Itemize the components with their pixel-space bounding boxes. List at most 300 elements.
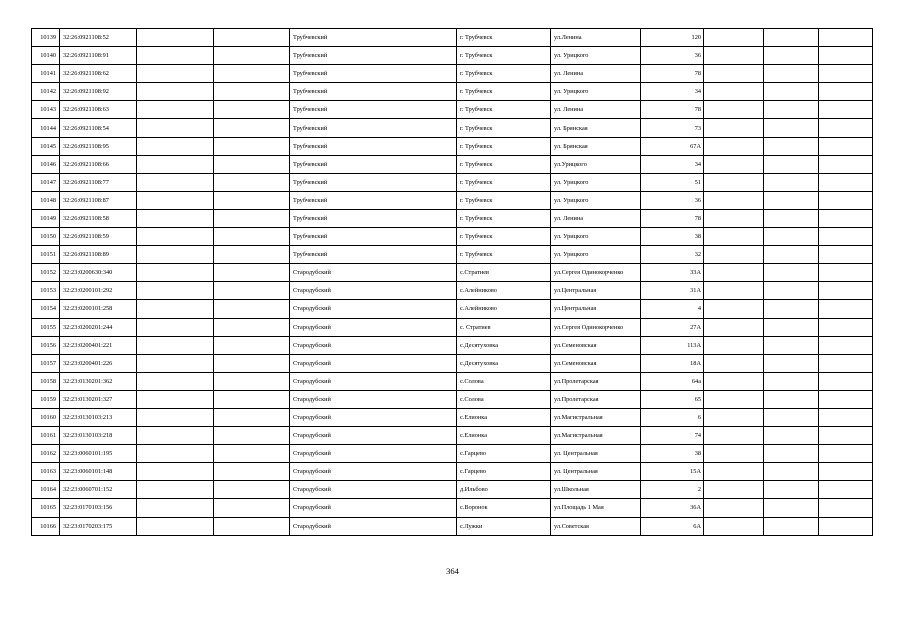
- empty-cell: [137, 517, 214, 535]
- cadastral-number-cell: 32:23:0130201:327: [60, 390, 137, 408]
- district-cell: Стародубский: [290, 499, 457, 517]
- locality-cell: с.Елионка: [457, 408, 551, 426]
- empty-cell: [704, 246, 764, 264]
- district-cell: Стародубский: [290, 517, 457, 535]
- empty-cell: [819, 246, 873, 264]
- empty-cell: [764, 209, 819, 227]
- locality-cell: г. Трубчевск: [457, 191, 551, 209]
- empty-cell: [214, 499, 290, 517]
- empty-cell: [137, 408, 214, 426]
- empty-cell: [704, 209, 764, 227]
- house-number-cell: 34: [641, 155, 704, 173]
- empty-cell: [137, 445, 214, 463]
- district-cell: Трубчевский: [290, 101, 457, 119]
- table-row: [32, 137, 873, 155]
- street-cell: ул.Сергея Одинокорченко: [551, 318, 641, 336]
- cadastral-number-cell: 32:23:0170103:156: [60, 499, 137, 517]
- street-cell: ул. Ленина: [551, 65, 641, 83]
- empty-cell: [137, 47, 214, 65]
- table-row: [32, 191, 873, 209]
- house-number-cell: 6: [641, 408, 704, 426]
- locality-cell: г. Трубчевск: [457, 173, 551, 191]
- empty-cell: [819, 119, 873, 137]
- district-cell: Трубчевский: [290, 65, 457, 83]
- empty-cell: [137, 246, 214, 264]
- house-number-cell: 27А: [641, 318, 704, 336]
- district-cell: Стародубский: [290, 300, 457, 318]
- row-number-cell: 10146: [32, 155, 60, 173]
- empty-cell: [137, 191, 214, 209]
- house-number-cell: 67А: [641, 137, 704, 155]
- locality-cell: с.Гарцево: [457, 463, 551, 481]
- locality-cell: д.Ильбово: [457, 481, 551, 499]
- empty-cell: [819, 65, 873, 83]
- row-number-cell: 10161: [32, 427, 60, 445]
- house-number-cell: 120: [641, 29, 704, 47]
- row-number-cell: 10152: [32, 264, 60, 282]
- district-cell: Стародубский: [290, 390, 457, 408]
- empty-cell: [214, 209, 290, 227]
- district-cell: Трубчевский: [290, 246, 457, 264]
- row-number-cell: 10154: [32, 300, 60, 318]
- locality-cell: с. Стратиев: [457, 318, 551, 336]
- cadastral-number-cell: 32:26:0921108:58: [60, 209, 137, 227]
- house-number-cell: 113А: [641, 336, 704, 354]
- empty-cell: [764, 354, 819, 372]
- street-cell: ул. Брянская: [551, 119, 641, 137]
- row-number-cell: 10144: [32, 119, 60, 137]
- locality-cell: г. Трубчевск: [457, 137, 551, 155]
- empty-cell: [704, 390, 764, 408]
- empty-cell: [137, 119, 214, 137]
- cadastral-number-cell: 32:23:0130103:213: [60, 408, 137, 426]
- empty-cell: [764, 101, 819, 119]
- table-row: [32, 282, 873, 300]
- district-cell: Стародубский: [290, 408, 457, 426]
- locality-cell: г. Трубчевск: [457, 228, 551, 246]
- table-row: [32, 354, 873, 372]
- street-cell: ул. Центральная: [551, 445, 641, 463]
- locality-cell: с.Елионка: [457, 427, 551, 445]
- empty-cell: [137, 300, 214, 318]
- house-number-cell: 64а: [641, 372, 704, 390]
- locality-cell: г. Трубчевск: [457, 65, 551, 83]
- cadastral-number-cell: 32:26:0921108:63: [60, 101, 137, 119]
- district-cell: Трубчевский: [290, 83, 457, 101]
- row-number-cell: 10158: [32, 372, 60, 390]
- street-cell: ул. Брянская: [551, 137, 641, 155]
- house-number-cell: 31А: [641, 282, 704, 300]
- row-number-cell: 10139: [32, 29, 60, 47]
- cadastral-number-cell: 32:23:0130201:362: [60, 372, 137, 390]
- cadastral-number-cell: 32:23:0060701:152: [60, 481, 137, 499]
- empty-cell: [137, 65, 214, 83]
- empty-cell: [214, 517, 290, 535]
- empty-cell: [764, 372, 819, 390]
- empty-cell: [137, 354, 214, 372]
- table-row: [32, 83, 873, 101]
- empty-cell: [137, 228, 214, 246]
- empty-cell: [704, 83, 764, 101]
- empty-cell: [704, 119, 764, 137]
- locality-cell: г. Трубчевск: [457, 119, 551, 137]
- table-row: [32, 101, 873, 119]
- district-cell: Стародубский: [290, 481, 457, 499]
- locality-cell: г. Трубчевск: [457, 83, 551, 101]
- empty-cell: [819, 318, 873, 336]
- empty-cell: [214, 119, 290, 137]
- empty-cell: [764, 427, 819, 445]
- cadastral-number-cell: 32:23:0060101:148: [60, 463, 137, 481]
- district-cell: Трубчевский: [290, 119, 457, 137]
- locality-cell: с.Солова: [457, 390, 551, 408]
- table-row: [32, 463, 873, 481]
- cadastral-number-cell: 32:26:0921108:95: [60, 137, 137, 155]
- street-cell: ул.Магистральная: [551, 427, 641, 445]
- empty-cell: [137, 282, 214, 300]
- table-body: [32, 29, 873, 536]
- empty-cell: [214, 137, 290, 155]
- empty-cell: [704, 427, 764, 445]
- locality-cell: г. Трубчевск: [457, 29, 551, 47]
- empty-cell: [819, 336, 873, 354]
- empty-cell: [764, 228, 819, 246]
- empty-cell: [764, 119, 819, 137]
- empty-cell: [704, 101, 764, 119]
- house-number-cell: 4: [641, 300, 704, 318]
- empty-cell: [214, 463, 290, 481]
- cadastral-number-cell: 32:26:0921108:77: [60, 173, 137, 191]
- street-cell: ул.Площадь 1 Мая: [551, 499, 641, 517]
- row-number-cell: 10141: [32, 65, 60, 83]
- street-cell: ул.Семеновская: [551, 336, 641, 354]
- empty-cell: [214, 445, 290, 463]
- cadastral-number-cell: 32:26:0921108:59: [60, 228, 137, 246]
- empty-cell: [214, 65, 290, 83]
- empty-cell: [764, 83, 819, 101]
- district-cell: Стародубский: [290, 372, 457, 390]
- empty-cell: [764, 517, 819, 535]
- empty-cell: [764, 191, 819, 209]
- empty-cell: [764, 282, 819, 300]
- street-cell: ул.Семеновская: [551, 354, 641, 372]
- empty-cell: [764, 246, 819, 264]
- table-row: [32, 300, 873, 318]
- cadastral-number-cell: 32:26:0921108:89: [60, 246, 137, 264]
- empty-cell: [819, 354, 873, 372]
- district-cell: Трубчевский: [290, 47, 457, 65]
- row-number-cell: 10142: [32, 83, 60, 101]
- empty-cell: [214, 246, 290, 264]
- row-number-cell: 10140: [32, 47, 60, 65]
- street-cell: ул.Магистральная: [551, 408, 641, 426]
- district-cell: Стародубский: [290, 318, 457, 336]
- house-number-cell: 36: [641, 47, 704, 65]
- district-cell: Трубчевский: [290, 209, 457, 227]
- empty-cell: [214, 191, 290, 209]
- row-number-cell: 10149: [32, 209, 60, 227]
- street-cell: ул. Урицкого: [551, 47, 641, 65]
- empty-cell: [764, 137, 819, 155]
- empty-cell: [764, 29, 819, 47]
- house-number-cell: 78: [641, 65, 704, 83]
- empty-cell: [819, 300, 873, 318]
- row-number-cell: 10153: [32, 282, 60, 300]
- empty-cell: [137, 101, 214, 119]
- cadastral-number-cell: 32:26:0921108:62: [60, 65, 137, 83]
- empty-cell: [764, 481, 819, 499]
- table-row: [32, 481, 873, 499]
- street-cell: ул. Урицкого: [551, 228, 641, 246]
- empty-cell: [704, 372, 764, 390]
- empty-cell: [704, 463, 764, 481]
- empty-cell: [704, 65, 764, 83]
- cadastral-number-cell: 32:23:0130103:218: [60, 427, 137, 445]
- table-row: [32, 155, 873, 173]
- empty-cell: [764, 463, 819, 481]
- empty-cell: [819, 137, 873, 155]
- cadastral-number-cell: 32:23:0200201:244: [60, 318, 137, 336]
- table-row: [32, 29, 873, 47]
- empty-cell: [704, 137, 764, 155]
- house-number-cell: 65: [641, 390, 704, 408]
- district-cell: Стародубский: [290, 463, 457, 481]
- street-cell: ул. Урицкого: [551, 83, 641, 101]
- cadastral-number-cell: 32:26:0921108:66: [60, 155, 137, 173]
- table-row: [32, 408, 873, 426]
- district-cell: Стародубский: [290, 354, 457, 372]
- row-number-cell: 10151: [32, 246, 60, 264]
- page-number: 364: [446, 566, 459, 576]
- empty-cell: [764, 47, 819, 65]
- row-number-cell: 10164: [32, 481, 60, 499]
- street-cell: ул.Советская: [551, 517, 641, 535]
- empty-cell: [214, 390, 290, 408]
- empty-cell: [214, 173, 290, 191]
- empty-cell: [137, 264, 214, 282]
- empty-cell: [764, 336, 819, 354]
- empty-cell: [819, 47, 873, 65]
- row-number-cell: 10165: [32, 499, 60, 517]
- table-row: [32, 173, 873, 191]
- empty-cell: [819, 209, 873, 227]
- empty-cell: [704, 29, 764, 47]
- empty-cell: [704, 336, 764, 354]
- empty-cell: [214, 264, 290, 282]
- house-number-cell: 74: [641, 427, 704, 445]
- empty-cell: [819, 372, 873, 390]
- empty-cell: [137, 137, 214, 155]
- table-row: [32, 499, 873, 517]
- house-number-cell: 2: [641, 481, 704, 499]
- table-row: [32, 517, 873, 535]
- empty-cell: [704, 300, 764, 318]
- empty-cell: [819, 499, 873, 517]
- cadastral-number-cell: 32:23:0200101:292: [60, 282, 137, 300]
- empty-cell: [819, 101, 873, 119]
- street-cell: ул.Пролетарская: [551, 390, 641, 408]
- table-row: [32, 372, 873, 390]
- cadastral-number-cell: 32:26:0921108:91: [60, 47, 137, 65]
- cadastral-number-cell: 32:26:0921108:87: [60, 191, 137, 209]
- empty-cell: [137, 209, 214, 227]
- row-number-cell: 10143: [32, 101, 60, 119]
- cadastral-number-cell: 32:26:0921108:52: [60, 29, 137, 47]
- row-number-cell: 10160: [32, 408, 60, 426]
- empty-cell: [137, 427, 214, 445]
- empty-cell: [214, 354, 290, 372]
- locality-cell: с.Алейниково: [457, 300, 551, 318]
- row-number-cell: 10156: [32, 336, 60, 354]
- empty-cell: [819, 191, 873, 209]
- empty-cell: [704, 445, 764, 463]
- district-cell: Стародубский: [290, 282, 457, 300]
- empty-cell: [819, 173, 873, 191]
- empty-cell: [137, 318, 214, 336]
- table-row: [32, 47, 873, 65]
- empty-cell: [214, 300, 290, 318]
- empty-cell: [704, 191, 764, 209]
- house-number-cell: 36А: [641, 499, 704, 517]
- table-row: [32, 119, 873, 137]
- locality-cell: г. Трубчевск: [457, 101, 551, 119]
- cadastral-number-cell: 32:26:0921108:54: [60, 119, 137, 137]
- row-number-cell: 10166: [32, 517, 60, 535]
- house-number-cell: 73: [641, 119, 704, 137]
- empty-cell: [764, 445, 819, 463]
- street-cell: ул. Урицкого: [551, 173, 641, 191]
- empty-cell: [764, 155, 819, 173]
- house-number-cell: 6А: [641, 517, 704, 535]
- empty-cell: [819, 517, 873, 535]
- empty-cell: [214, 47, 290, 65]
- locality-cell: г. Трубчевск: [457, 47, 551, 65]
- empty-cell: [819, 427, 873, 445]
- empty-cell: [214, 408, 290, 426]
- row-number-cell: 10145: [32, 137, 60, 155]
- empty-cell: [214, 481, 290, 499]
- empty-cell: [704, 47, 764, 65]
- row-number-cell: 10148: [32, 191, 60, 209]
- house-number-cell: 36: [641, 191, 704, 209]
- empty-cell: [214, 29, 290, 47]
- empty-cell: [214, 318, 290, 336]
- house-number-cell: 15А: [641, 463, 704, 481]
- street-cell: ул. Урицкого: [551, 246, 641, 264]
- empty-cell: [764, 318, 819, 336]
- row-number-cell: 10147: [32, 173, 60, 191]
- empty-cell: [704, 354, 764, 372]
- empty-cell: [819, 264, 873, 282]
- empty-cell: [137, 372, 214, 390]
- locality-cell: с.Гарцево: [457, 445, 551, 463]
- empty-cell: [214, 282, 290, 300]
- empty-cell: [704, 499, 764, 517]
- empty-cell: [214, 83, 290, 101]
- cadastral-number-cell: 32:23:0170203:175: [60, 517, 137, 535]
- cadastral-number-cell: 32:23:0200630:340: [60, 264, 137, 282]
- empty-cell: [764, 499, 819, 517]
- street-cell: ул.Урицкого: [551, 155, 641, 173]
- table-row: [32, 336, 873, 354]
- district-cell: Трубчевский: [290, 137, 457, 155]
- table-row: [32, 264, 873, 282]
- empty-cell: [214, 155, 290, 173]
- cadastral-number-cell: 32:23:0200401:226: [60, 354, 137, 372]
- district-cell: Трубчевский: [290, 29, 457, 47]
- house-number-cell: 38: [641, 228, 704, 246]
- district-cell: Стародубский: [290, 336, 457, 354]
- empty-cell: [764, 65, 819, 83]
- empty-cell: [819, 155, 873, 173]
- empty-cell: [137, 481, 214, 499]
- locality-cell: с.Стратиев: [457, 264, 551, 282]
- empty-cell: [704, 155, 764, 173]
- street-cell: ул.Пролетарская: [551, 372, 641, 390]
- locality-cell: г. Трубчевск: [457, 155, 551, 173]
- empty-cell: [704, 264, 764, 282]
- district-cell: Стародубский: [290, 427, 457, 445]
- locality-cell: с.Десятуховка: [457, 354, 551, 372]
- street-cell: ул. Центральная: [551, 463, 641, 481]
- locality-cell: с.Лужки: [457, 517, 551, 535]
- empty-cell: [214, 372, 290, 390]
- street-cell: ул.Центральная: [551, 282, 641, 300]
- street-cell: ул.Ленина: [551, 29, 641, 47]
- street-cell: ул. Урицкого: [551, 191, 641, 209]
- empty-cell: [819, 390, 873, 408]
- empty-cell: [764, 264, 819, 282]
- empty-cell: [137, 463, 214, 481]
- street-cell: ул.Школьная: [551, 481, 641, 499]
- district-cell: Трубчевский: [290, 173, 457, 191]
- locality-cell: с.Десятуховка: [457, 336, 551, 354]
- house-number-cell: 34: [641, 83, 704, 101]
- empty-cell: [137, 173, 214, 191]
- street-cell: ул.Центральная: [551, 300, 641, 318]
- empty-cell: [137, 83, 214, 101]
- cadastral-number-cell: 32:23:0200401:221: [60, 336, 137, 354]
- table-row: [32, 209, 873, 227]
- street-cell: ул. Ленина: [551, 101, 641, 119]
- empty-cell: [764, 408, 819, 426]
- empty-cell: [764, 173, 819, 191]
- cadastral-number-cell: 32:26:0921108:92: [60, 83, 137, 101]
- empty-cell: [819, 445, 873, 463]
- empty-cell: [819, 463, 873, 481]
- district-cell: Стародубский: [290, 445, 457, 463]
- district-cell: Трубчевский: [290, 228, 457, 246]
- house-number-cell: 78: [641, 209, 704, 227]
- locality-cell: г. Трубчевск: [457, 209, 551, 227]
- empty-cell: [704, 408, 764, 426]
- street-cell: ул.Сергея Одинокорченко: [551, 264, 641, 282]
- house-number-cell: 38: [641, 445, 704, 463]
- empty-cell: [214, 427, 290, 445]
- empty-cell: [704, 517, 764, 535]
- cadastral-number-cell: 32:23:0200101:258: [60, 300, 137, 318]
- empty-cell: [137, 29, 214, 47]
- empty-cell: [764, 390, 819, 408]
- empty-cell: [819, 481, 873, 499]
- house-number-cell: 18А: [641, 354, 704, 372]
- row-number-cell: 10159: [32, 390, 60, 408]
- house-number-cell: 51: [641, 173, 704, 191]
- empty-cell: [137, 499, 214, 517]
- empty-cell: [819, 29, 873, 47]
- locality-cell: г. Трубчевск: [457, 246, 551, 264]
- empty-cell: [214, 101, 290, 119]
